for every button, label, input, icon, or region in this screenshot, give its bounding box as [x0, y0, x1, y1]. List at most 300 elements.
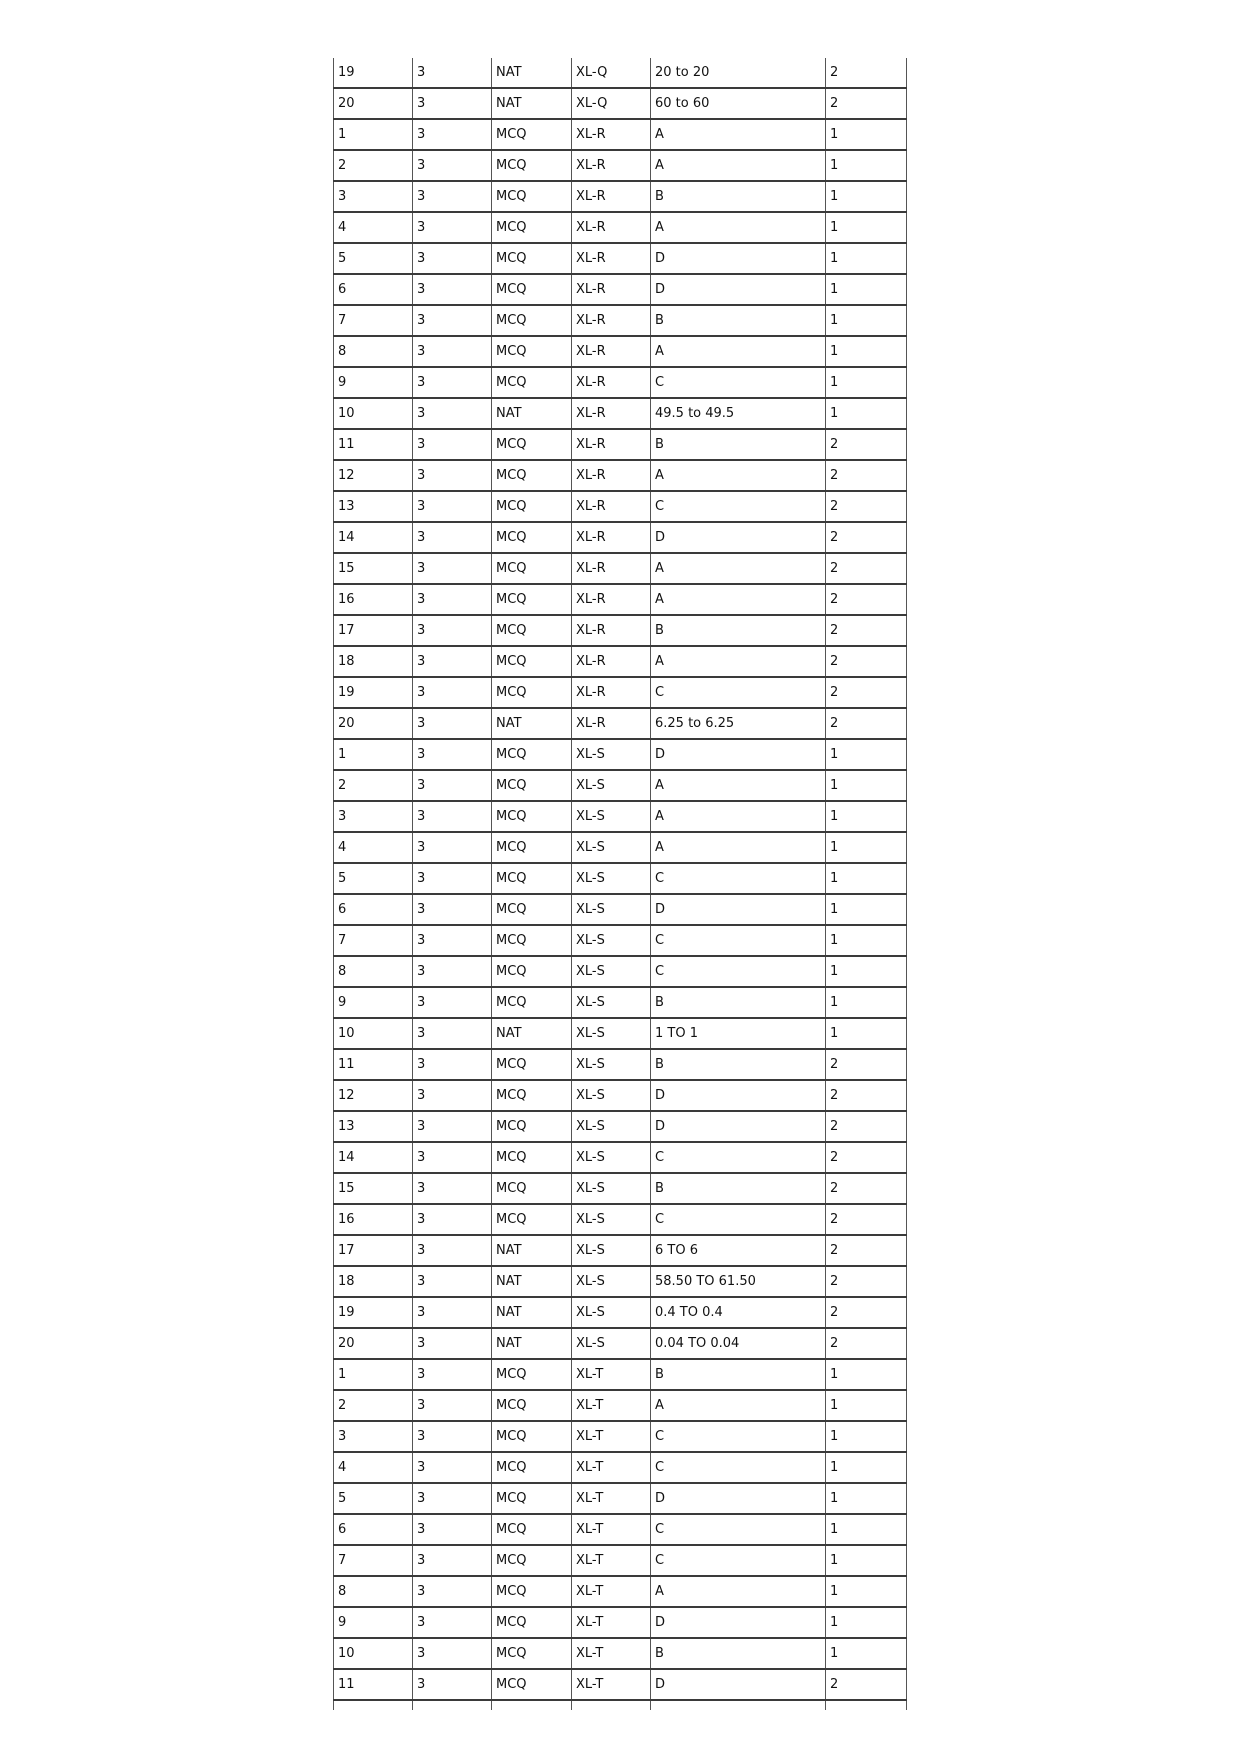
answer-key-cell: A [651, 646, 826, 677]
question-number-cell: 5 [334, 1483, 413, 1514]
table-row [334, 708, 907, 739]
section-cell: XL-R [572, 522, 651, 553]
marks-cell: 1 [826, 1483, 907, 1514]
marks-cell: 2 [826, 1235, 907, 1266]
question-type-cell: MCQ [492, 1514, 572, 1545]
section-cell: XL-S [572, 1266, 651, 1297]
answer-key-cell: A [651, 119, 826, 150]
marks-cell: 1 [826, 770, 907, 801]
section-cell: XL-T [572, 1390, 651, 1421]
session-cell: 3 [413, 646, 492, 677]
table-row [334, 1080, 907, 1111]
marks-cell: 2 [826, 1297, 907, 1328]
answer-key-cell: A [651, 801, 826, 832]
answer-key-cell: B [651, 1638, 826, 1669]
answer-key-cell: C [651, 367, 826, 398]
question-number-cell: 6 [334, 894, 413, 925]
question-number-cell: 17 [334, 615, 413, 646]
session-cell: 3 [413, 925, 492, 956]
marks-cell: 2 [826, 429, 907, 460]
section-cell: XL-T [572, 1669, 651, 1700]
marks-cell: 1 [826, 1359, 907, 1390]
question-type-cell: NAT [492, 1266, 572, 1297]
question-number-cell: 6 [334, 1514, 413, 1545]
session-cell: 3 [413, 460, 492, 491]
marks-cell: 1 [826, 739, 907, 770]
marks-cell: 1 [826, 863, 907, 894]
section-cell: XL-S [572, 1080, 651, 1111]
answer-key-cell: C [651, 1452, 826, 1483]
question-number-cell: 3 [334, 801, 413, 832]
answer-key-cell: C [651, 925, 826, 956]
section-cell: XL-Q [572, 88, 651, 119]
session-cell: 3 [413, 863, 492, 894]
session-cell: 3 [413, 1390, 492, 1421]
question-number-cell: 18 [334, 646, 413, 677]
question-number-cell: 19 [334, 1297, 413, 1328]
question-type-cell: NAT [492, 1018, 572, 1049]
marks-cell: 1 [826, 1390, 907, 1421]
question-number-cell: 8 [334, 956, 413, 987]
table-row [334, 584, 907, 615]
answer-key-cell: 20 to 20 [651, 58, 826, 88]
table-row [334, 305, 907, 336]
marks-cell: 1 [826, 398, 907, 429]
answer-key-cell: 1 TO 1 [651, 1018, 826, 1049]
answer-key-cell: B [651, 429, 826, 460]
question-type-cell: MCQ [492, 987, 572, 1018]
section-cell: XL-T [572, 1607, 651, 1638]
question-type-cell: MCQ [492, 429, 572, 460]
session-cell: 3 [413, 1638, 492, 1669]
question-number-cell: 11 [334, 429, 413, 460]
section-cell: XL-S [572, 1173, 651, 1204]
section-cell: XL-T [572, 1359, 651, 1390]
marks-cell: 1 [826, 305, 907, 336]
marks-cell: 1 [826, 274, 907, 305]
session-cell: 3 [413, 88, 492, 119]
question-number-cell: 14 [334, 522, 413, 553]
table-row [334, 1235, 907, 1266]
session-cell: 3 [413, 522, 492, 553]
table-row [334, 274, 907, 305]
marks-cell: 2 [826, 708, 907, 739]
session-cell: 3 [413, 274, 492, 305]
answer-key-cell: C [651, 1545, 826, 1576]
marks-cell: 2 [826, 1142, 907, 1173]
table-row [334, 1576, 907, 1607]
session-cell: 3 [413, 1142, 492, 1173]
table-row [334, 181, 907, 212]
table-row [334, 212, 907, 243]
marks-cell: 1 [826, 1452, 907, 1483]
section-cell: XL-R [572, 677, 651, 708]
table-row [334, 398, 907, 429]
table-row [334, 1483, 907, 1514]
table-row [334, 58, 907, 88]
section-cell: XL-S [572, 1204, 651, 1235]
question-type-cell: MCQ [492, 119, 572, 150]
section-cell: XL-Q [572, 58, 651, 88]
question-type-cell: MCQ [492, 801, 572, 832]
answer-key-table [333, 58, 907, 1710]
table-row [334, 1018, 907, 1049]
question-number-cell: 16 [334, 584, 413, 615]
question-type-cell: NAT [492, 708, 572, 739]
answer-key-cell: A [651, 150, 826, 181]
answer-key-cell: D [651, 1080, 826, 1111]
answer-key-cell: B [651, 1359, 826, 1390]
section-cell: XL-S [572, 1111, 651, 1142]
question-type-cell: MCQ [492, 615, 572, 646]
question-type-cell: NAT [492, 1297, 572, 1328]
table-row [334, 1452, 907, 1483]
question-number-cell: 1 [334, 739, 413, 770]
question-number-cell: 13 [334, 491, 413, 522]
marks-cell: 2 [826, 491, 907, 522]
question-type-cell: MCQ [492, 1173, 572, 1204]
session-cell: 3 [413, 305, 492, 336]
question-type-cell: MCQ [492, 274, 572, 305]
session-cell: 3 [413, 1204, 492, 1235]
marks-cell: 1 [826, 1514, 907, 1545]
table-row [334, 460, 907, 491]
marks-cell: 2 [826, 1111, 907, 1142]
question-number-cell: 5 [334, 863, 413, 894]
session-cell: 3 [413, 1421, 492, 1452]
session-cell: 3 [413, 584, 492, 615]
question-number-cell: 11 [334, 1669, 413, 1700]
session-cell: 3 [413, 708, 492, 739]
question-type-cell: MCQ [492, 367, 572, 398]
session-cell: 3 [413, 58, 492, 88]
section-cell: XL-T [572, 1483, 651, 1514]
table-row [334, 987, 907, 1018]
table-row [334, 1390, 907, 1421]
session-cell: 3 [413, 677, 492, 708]
marks-cell: 1 [826, 1576, 907, 1607]
section-cell: XL-R [572, 181, 651, 212]
question-number-cell: 7 [334, 305, 413, 336]
question-type-cell: MCQ [492, 553, 572, 584]
answer-key-cell: A [651, 460, 826, 491]
question-type-cell: MCQ [492, 925, 572, 956]
table-row [334, 1514, 907, 1545]
table-row [334, 863, 907, 894]
question-type-cell: NAT [492, 88, 572, 119]
session-cell: 3 [413, 1297, 492, 1328]
question-number-cell: 4 [334, 832, 413, 863]
session-cell: 3 [413, 1018, 492, 1049]
answer-key-rows [334, 58, 907, 1710]
answer-key-cell: C [651, 863, 826, 894]
table-row [334, 1266, 907, 1297]
answer-key-cell: D [651, 1111, 826, 1142]
session-cell: 3 [413, 1483, 492, 1514]
answer-key-cell: A [651, 584, 826, 615]
session-cell: 3 [413, 119, 492, 150]
question-number-cell: 9 [334, 987, 413, 1018]
question-number-cell: 10 [334, 1638, 413, 1669]
session-cell: 3 [413, 1359, 492, 1390]
marks-cell: 1 [826, 1018, 907, 1049]
question-type-cell: NAT [492, 1328, 572, 1359]
table-row [334, 832, 907, 863]
section-cell: XL-R [572, 429, 651, 460]
answer-key-page [333, 58, 907, 1710]
section-cell: XL-S [572, 1142, 651, 1173]
answer-key-cell: B [651, 615, 826, 646]
session-cell: 3 [413, 243, 492, 274]
answer-key-cell: A [651, 212, 826, 243]
answer-key-cell: C [651, 1142, 826, 1173]
session-cell: 3 [413, 336, 492, 367]
answer-key-cell: A [651, 336, 826, 367]
answer-key-cell: 6 TO 6 [651, 1235, 826, 1266]
marks-cell: 2 [826, 460, 907, 491]
session-cell: 3 [413, 1111, 492, 1142]
answer-key-cell: B [651, 181, 826, 212]
marks-cell: 1 [826, 987, 907, 1018]
session-cell: 3 [413, 1235, 492, 1266]
session-cell: 3 [413, 770, 492, 801]
marks-cell: 2 [826, 1080, 907, 1111]
question-type-cell: MCQ [492, 1049, 572, 1080]
marks-cell: 1 [826, 925, 907, 956]
session-cell: 3 [413, 1266, 492, 1297]
marks-cell: 1 [826, 150, 907, 181]
question-number-cell: 10 [334, 1018, 413, 1049]
table-row [334, 1142, 907, 1173]
section-cell: XL-T [572, 1545, 651, 1576]
table-row [334, 150, 907, 181]
question-type-cell: MCQ [492, 1545, 572, 1576]
question-type-cell: MCQ [492, 646, 572, 677]
marks-cell: 1 [826, 336, 907, 367]
session-cell: 3 [413, 1514, 492, 1545]
question-number-cell: 6 [334, 274, 413, 305]
marks-cell: 2 [826, 88, 907, 119]
session-cell: 3 [413, 1049, 492, 1080]
section-cell: XL-R [572, 119, 651, 150]
question-number-cell: 7 [334, 925, 413, 956]
marks-cell [826, 1700, 907, 1710]
session-cell: 3 [413, 615, 492, 646]
section-cell: XL-S [572, 925, 651, 956]
section-cell: XL-S [572, 956, 651, 987]
section-cell: XL-S [572, 1297, 651, 1328]
session-cell [413, 1700, 492, 1710]
question-type-cell: MCQ [492, 770, 572, 801]
table-row [334, 894, 907, 925]
question-number-cell: 20 [334, 708, 413, 739]
question-type-cell: MCQ [492, 1638, 572, 1669]
session-cell: 3 [413, 553, 492, 584]
session-cell: 3 [413, 212, 492, 243]
question-type-cell: MCQ [492, 1204, 572, 1235]
question-type-cell: MCQ [492, 1111, 572, 1142]
table-row [334, 1545, 907, 1576]
section-cell: XL-S [572, 1328, 651, 1359]
question-number-cell: 8 [334, 1576, 413, 1607]
question-type-cell: MCQ [492, 1142, 572, 1173]
marks-cell: 1 [826, 1638, 907, 1669]
answer-key-cell: D [651, 274, 826, 305]
answer-key-cell: 0.4 TO 0.4 [651, 1297, 826, 1328]
section-cell: XL-R [572, 367, 651, 398]
question-type-cell: MCQ [492, 336, 572, 367]
section-cell: XL-R [572, 460, 651, 491]
answer-key-cell: A [651, 553, 826, 584]
section-cell: XL-R [572, 274, 651, 305]
section-cell: XL-S [572, 987, 651, 1018]
session-cell: 3 [413, 150, 492, 181]
answer-key-cell: D [651, 1483, 826, 1514]
session-cell: 3 [413, 429, 492, 460]
answer-key-cell: B [651, 305, 826, 336]
session-cell: 3 [413, 1328, 492, 1359]
marks-cell: 2 [826, 58, 907, 88]
question-number-cell: 12 [334, 1080, 413, 1111]
session-cell: 3 [413, 987, 492, 1018]
table-row [334, 677, 907, 708]
question-type-cell: NAT [492, 58, 572, 88]
question-type-cell: MCQ [492, 832, 572, 863]
question-number-cell: 10 [334, 398, 413, 429]
section-cell: XL-R [572, 212, 651, 243]
question-type-cell: MCQ [492, 956, 572, 987]
table-row [334, 925, 907, 956]
question-number-cell: 19 [334, 58, 413, 88]
question-type-cell: MCQ [492, 522, 572, 553]
question-number-cell: 2 [334, 770, 413, 801]
question-type-cell: MCQ [492, 305, 572, 336]
marks-cell: 2 [826, 1049, 907, 1080]
section-cell: XL-S [572, 1018, 651, 1049]
answer-key-cell: D [651, 522, 826, 553]
question-number-cell: 8 [334, 336, 413, 367]
table-row [334, 88, 907, 119]
section-cell: XL-T [572, 1452, 651, 1483]
question-number-cell: 4 [334, 1452, 413, 1483]
session-cell: 3 [413, 801, 492, 832]
question-type-cell: NAT [492, 1235, 572, 1266]
marks-cell: 1 [826, 832, 907, 863]
question-number-cell: 3 [334, 181, 413, 212]
question-number-cell: 12 [334, 460, 413, 491]
table-row [334, 1297, 907, 1328]
section-cell: XL-R [572, 398, 651, 429]
question-number-cell: 15 [334, 1173, 413, 1204]
section-cell: XL-T [572, 1514, 651, 1545]
marks-cell: 1 [826, 894, 907, 925]
marks-cell: 2 [826, 615, 907, 646]
question-type-cell: MCQ [492, 1390, 572, 1421]
section-cell: XL-S [572, 894, 651, 925]
question-number-cell: 15 [334, 553, 413, 584]
section-cell: XL-R [572, 584, 651, 615]
answer-key-cell: C [651, 1204, 826, 1235]
table-row [334, 956, 907, 987]
session-cell: 3 [413, 894, 492, 925]
question-type-cell: MCQ [492, 677, 572, 708]
answer-key-cell: C [651, 1514, 826, 1545]
question-number-cell: 5 [334, 243, 413, 274]
question-number-cell: 13 [334, 1111, 413, 1142]
question-number-cell: 3 [334, 1421, 413, 1452]
table-row [334, 1607, 907, 1638]
table-row [334, 1359, 907, 1390]
answer-key-cell: C [651, 677, 826, 708]
table-row [334, 336, 907, 367]
section-cell: XL-T [572, 1421, 651, 1452]
marks-cell: 2 [826, 1328, 907, 1359]
marks-cell: 2 [826, 584, 907, 615]
marks-cell: 1 [826, 1607, 907, 1638]
question-type-cell: MCQ [492, 1483, 572, 1514]
session-cell: 3 [413, 181, 492, 212]
session-cell: 3 [413, 491, 492, 522]
answer-key-cell: D [651, 1607, 826, 1638]
question-number-cell: 19 [334, 677, 413, 708]
answer-key-cell: D [651, 243, 826, 274]
table-row [334, 1669, 907, 1700]
table-row [334, 1638, 907, 1669]
marks-cell: 2 [826, 1266, 907, 1297]
session-cell: 3 [413, 1173, 492, 1204]
question-number-cell: 1 [334, 1359, 413, 1390]
question-type-cell: MCQ [492, 1421, 572, 1452]
section-cell: XL-S [572, 770, 651, 801]
question-type-cell: MCQ [492, 1607, 572, 1638]
question-type-cell [492, 1700, 572, 1710]
table-row [334, 1173, 907, 1204]
answer-key-cell: C [651, 491, 826, 522]
table-row [334, 243, 907, 274]
question-type-cell: MCQ [492, 460, 572, 491]
section-cell: XL-R [572, 336, 651, 367]
marks-cell: 1 [826, 243, 907, 274]
marks-cell: 2 [826, 1669, 907, 1700]
table-row [334, 1111, 907, 1142]
table-row [334, 1700, 907, 1710]
section-cell: XL-R [572, 708, 651, 739]
question-type-cell: MCQ [492, 491, 572, 522]
question-type-cell: MCQ [492, 894, 572, 925]
section-cell: XL-R [572, 615, 651, 646]
marks-cell: 1 [826, 212, 907, 243]
answer-key-cell: B [651, 1173, 826, 1204]
marks-cell: 1 [826, 367, 907, 398]
session-cell: 3 [413, 739, 492, 770]
table-row [334, 770, 907, 801]
answer-key-cell: A [651, 832, 826, 863]
question-type-cell: MCQ [492, 243, 572, 274]
section-cell: XL-S [572, 801, 651, 832]
section-cell: XL-R [572, 491, 651, 522]
question-type-cell: MCQ [492, 739, 572, 770]
answer-key-cell: A [651, 770, 826, 801]
marks-cell: 2 [826, 553, 907, 584]
section-cell: XL-R [572, 646, 651, 677]
session-cell: 3 [413, 1576, 492, 1607]
session-cell: 3 [413, 1080, 492, 1111]
question-number-cell [334, 1700, 413, 1710]
table-row [334, 1328, 907, 1359]
question-number-cell: 16 [334, 1204, 413, 1235]
answer-key-cell: 49.5 to 49.5 [651, 398, 826, 429]
question-type-cell: MCQ [492, 1080, 572, 1111]
